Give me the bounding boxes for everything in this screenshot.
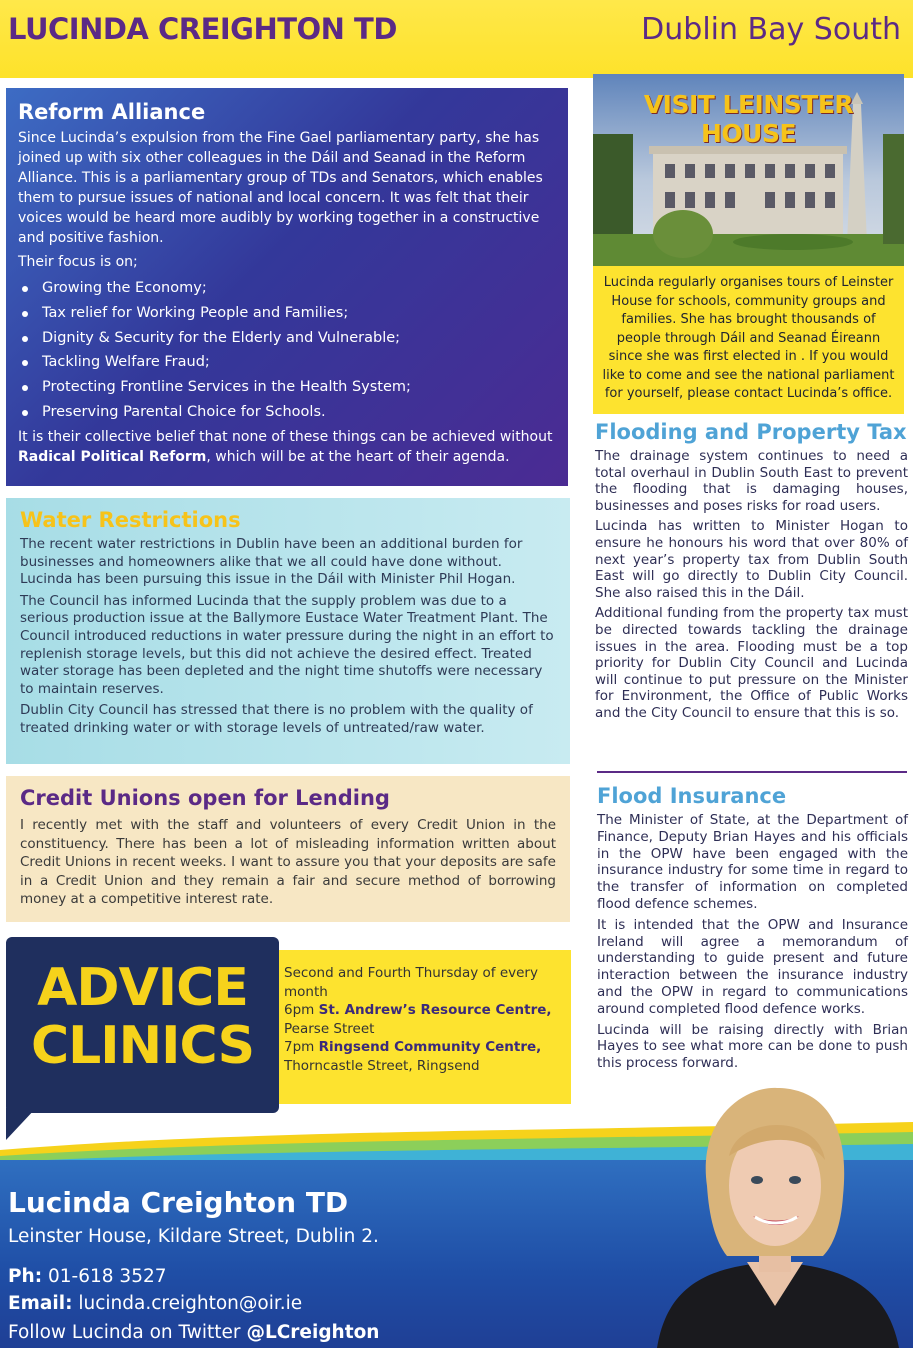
flooding-paragraph: The drainage system continues to need a total overhaul in Dublin South East to prevent the flooding that is damaging houses, businesses and poses risks for road users.: [595, 448, 908, 514]
clinic-schedule: Second and Fourth Thursday of every month: [284, 965, 538, 1000]
leinster-title: VISIT LEINSTER HOUSE: [643, 90, 854, 148]
footer-phone: [8, 1266, 167, 1287]
footer-name: Lucinda Creighton TD: [8, 1186, 349, 1219]
footer-email: [8, 1293, 302, 1314]
phone-number: 01-618 3527: [42, 1266, 167, 1287]
list-item: Preserving Parental Choice for Schools.: [18, 400, 556, 425]
water-paragraph: The recent water restrictions in Dublin have been an additional burden for businesses and homeowners alike that we all could have done without. Lucinda has been pursuing this issue in the Dáil with Minister Phil Hogan.: [20, 536, 523, 588]
clinic-venue-name-1: St. Andrew’s Resource Centre,: [318, 1002, 552, 1018]
belief-start: It is their collective belief that none of these things can be achieved without: [18, 428, 553, 445]
clinic-street-2: Thorncastle Street, Ringsend: [284, 1057, 480, 1074]
water-restrictions-section: [6, 498, 570, 764]
leinster-text: Lucinda regularly organises tours of Leinster House for schools, community groups and families. She has brought thousands of people through Dáil and Seanad Éireann since she was first elected in . If you would like to come and see the national parliament for yourself, please contact Lucinda’s office.: [602, 275, 895, 401]
water-paragraph: Dublin City Council has stressed that there is no problem with the quality of treated drinking water or with storage levels of untreated/raw water.: [20, 702, 533, 736]
credit-text: I recently met with the staff and volunteers of every Credit Union in the constituency. There has been a lot of misleading information written about Credit Unions in recent weeks. I want to assure you that your deposits are safe in a Credit Union and they remain a fair and secure method of borrowing money at a competitive interest rate.: [20, 817, 556, 907]
leinster-house-photo: [593, 74, 904, 266]
reform-focus: Their focus is on;: [18, 254, 138, 270]
twitter-text: Follow Lucinda on Twitter: [8, 1322, 247, 1343]
reform-belief: [18, 427, 556, 467]
phone-label: Ph:: [8, 1266, 43, 1287]
insurance-paragraph: Lucinda will be raising directly with Brian Hayes to see what more can be done to push this process forward.: [597, 1021, 908, 1072]
reform-intro: Since Lucinda’s expulsion from the Fine Gael parliamentary party, she has joined up with six other colleagues in the Dáil and Seanad in the Reform Alliance. This is a parliamentary group of TDs and Senators, which enables them to pursue issues of national and local concern. It was felt that their voices would be heard more audibly by working together in a constructive and positive fashion.: [18, 130, 543, 246]
clinic-venue-name-2: Ringsend Community Centre,: [318, 1039, 542, 1055]
clinic-time-2: 7pm: [284, 1039, 319, 1055]
clinic-street-1: Pearse Street: [284, 1020, 375, 1037]
reform-alliance-section: [6, 88, 568, 486]
insurance-title: Flood Insurance: [597, 784, 787, 808]
header-constituency: Dublin Bay South: [641, 12, 901, 47]
email-label: Email:: [8, 1293, 73, 1314]
advice-title-line-1: ADVICE: [37, 958, 248, 1018]
flooding-paragraph: Additional funding from the property tax must be directed towards tackling the drainage issues in the area. Flooding must be a top priority for Dublin City Council and Lucinda will continue to put pressure on the Minister for Environment, the Office of Public Works and the City Council to ensure that this is so.: [595, 605, 908, 721]
top-banner: [0, 0, 913, 78]
list-item: Tax relief for Working People and Families;: [18, 301, 556, 326]
belief-bold: Radical Political Reform: [18, 448, 207, 465]
advice-clinics-title: [6, 959, 279, 1075]
advice-clinics-badge: [6, 937, 279, 1113]
section-divider: [597, 771, 907, 773]
belief-end: , which will be at the heart of their agenda.: [206, 448, 510, 465]
reform-title: Reform Alliance: [18, 100, 206, 124]
list-item: Protecting Frontline Services in the Health System;: [18, 375, 556, 400]
water-title: Water Restrictions: [20, 508, 241, 532]
email-address[interactable]: lucinda.creighton@oir.ie: [72, 1293, 303, 1314]
clinic-venue-2: [284, 1038, 561, 1057]
list-item: Dignity & Security for the Elderly and Vulnerable;: [18, 326, 556, 351]
credit-title: Credit Unions open for Lending: [20, 786, 390, 810]
advice-title-line-2: CLINICS: [30, 1016, 255, 1076]
flooding-paragraph: Lucinda has written to Minister Hogan to ensure he honours his word that over 80% of next year’s property tax from Dublin South East will go directly to Dublin City Council. She also raised this in the Dáil.: [595, 518, 908, 601]
list-item: Growing the Economy;: [18, 276, 556, 301]
water-paragraph: The Council has informed Lucinda that the supply problem was due to a serious production issue at the Ballymore Eustace Water Treatment Plant. The Council introduced reductions in water pressure during the night in an effort to replenish storage levels, but this did not achieve the desired effect. Treated water storage has been depleted and the night time shutoffs were necessary to maintain reserves.: [20, 592, 554, 697]
flooding-title: Flooding and Property Tax: [595, 420, 907, 444]
credit-unions-section: [6, 776, 570, 922]
footer-twitter: [8, 1322, 379, 1343]
clinic-venue-1: [284, 1001, 561, 1020]
header-name: LUCINDA CREIGHTON TD: [8, 12, 397, 46]
flood-insurance-section: [597, 784, 908, 1076]
clinic-time-1: 6pm: [284, 1002, 319, 1018]
twitter-handle[interactable]: @LCreighton: [246, 1322, 380, 1343]
portrait-photo: [637, 1076, 913, 1348]
list-item: Tackling Welfare Fraud;: [18, 350, 556, 375]
advice-clinic-details: [270, 950, 571, 1104]
insurance-paragraph: The Minister of State, at the Department of Finance, Deputy Brian Hayes and his officials in the OPW have been engaged with the insurance industry for some time in regard to the transfer of information on completed flood defence schemes.: [597, 812, 908, 912]
flooding-property-tax-section: [595, 420, 908, 726]
insurance-paragraph: It is intended that the OPW and Insurance Ireland will agree a memorandum of understanding to guide present and future interaction between the insurance industry and the OPW in regard to communications around completed flood defence works.: [597, 916, 908, 1017]
reform-focus-list: [18, 276, 556, 425]
footer-address: Leinster House, Kildare Street, Dublin 2.: [8, 1226, 379, 1247]
visit-leinster-house-panel: [593, 74, 904, 414]
